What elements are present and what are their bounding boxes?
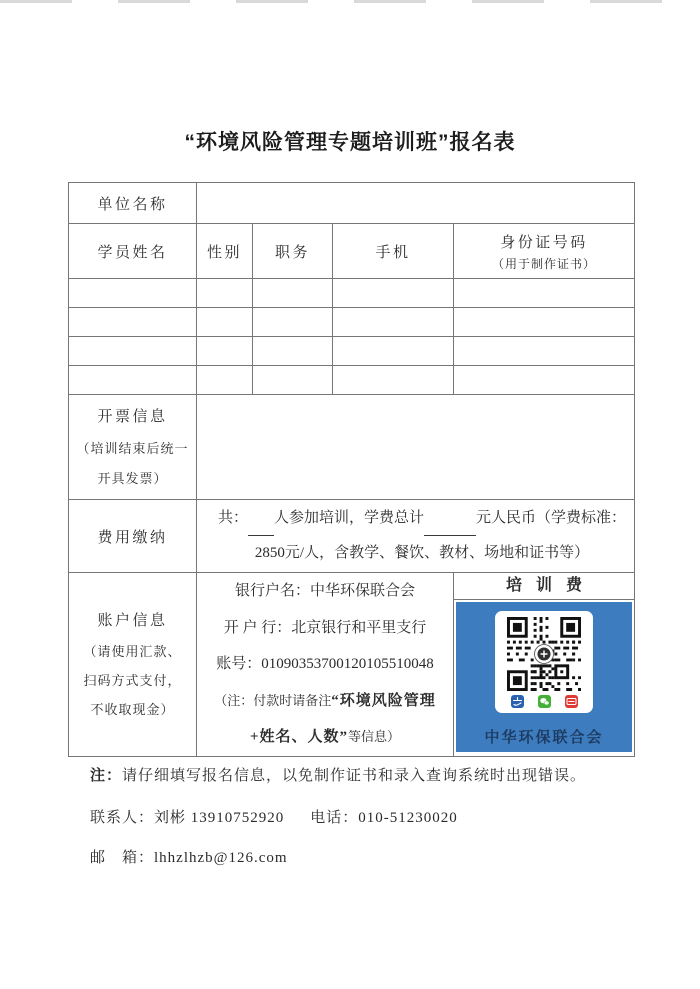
invoice-row	[69, 395, 635, 500]
id-number-note: （用于制作证书）	[491, 256, 596, 271]
unit-name-label: 单位名称	[69, 183, 197, 224]
student-cell	[454, 279, 635, 308]
bank-account-number: 01090353700120105510048	[261, 656, 434, 673]
invoice-note-line2: 开具发票）	[97, 471, 168, 486]
qr-org-name: 中华环保联合会	[484, 730, 604, 746]
col-header-name: 学员姓名	[69, 224, 197, 279]
student-cell	[253, 279, 333, 308]
unit-name-row	[69, 183, 635, 224]
payment-remark-line2	[197, 719, 453, 756]
fee-blank-count	[248, 520, 274, 536]
scan-artifact-line	[0, 0, 700, 3]
qr-blue-panel	[456, 602, 632, 752]
fee-row	[69, 500, 635, 573]
invoice-value-cell	[197, 395, 635, 500]
students-header-row	[69, 224, 635, 279]
training-fee-qr-cell	[454, 573, 635, 757]
student-cell	[454, 308, 635, 337]
payment-methods-row	[495, 695, 593, 708]
bank-info-cell	[197, 573, 454, 757]
account-note-line2: 扫码方式支付，	[83, 673, 182, 688]
student-cell	[197, 337, 253, 366]
registration-table	[68, 182, 635, 757]
student-cell	[454, 366, 635, 395]
footer-contact-line	[90, 806, 458, 827]
account-note-line1: （请使用汇款、	[83, 644, 182, 659]
account-label-cell	[69, 573, 197, 757]
student-row	[69, 366, 635, 395]
student-cell	[197, 279, 253, 308]
student-cell	[69, 279, 197, 308]
contact-phone: 电话：010-51230020	[310, 810, 458, 826]
payment-qr-code-icon	[507, 617, 581, 691]
training-fee-header: 培训费	[454, 573, 634, 600]
footer-note-label: 注：	[90, 768, 123, 784]
fee-line-2: 2850元/人，含教学、餐饮、教材、场地和证书等）	[254, 545, 590, 561]
footer-email-line	[90, 846, 288, 867]
student-cell	[333, 366, 454, 395]
account-note-line3: 不收取现金）	[90, 702, 175, 717]
student-row	[69, 337, 635, 366]
fee-seg3: 元人民币（学费标准：	[476, 510, 627, 526]
fee-seg2: 人参加培训，学费总计	[273, 510, 424, 526]
footer-note	[90, 764, 586, 785]
payment-remark-line1	[197, 683, 453, 720]
student-row	[69, 308, 635, 337]
invoice-note-line1: （培训结束后统一	[76, 441, 189, 456]
account-label: 账户信息	[97, 613, 168, 629]
bank-account-number-label: 账号：	[216, 656, 262, 673]
col-header-position: 职务	[253, 224, 333, 279]
student-cell	[253, 308, 333, 337]
alipay-icon	[511, 695, 524, 708]
fee-text-cell	[197, 500, 635, 573]
student-cell	[197, 366, 253, 395]
fee-line-1	[197, 501, 634, 536]
col-header-mobile: 手机	[333, 224, 454, 279]
fee-seg1: 共：	[217, 510, 248, 526]
student-cell	[69, 337, 197, 366]
student-cell	[454, 337, 635, 366]
remark-suffix: 等信息）	[348, 729, 401, 745]
bank-account-name: 银行户名：中华环保联合会	[234, 583, 415, 600]
qr-card	[495, 611, 593, 713]
student-cell	[69, 308, 197, 337]
unit-name-value-cell	[197, 183, 635, 224]
page-title: “环境风险管理专题培训班”报名表	[184, 131, 516, 154]
contact-email: 邮 箱：lhhzlhzb@126.com	[90, 850, 288, 866]
account-row	[69, 573, 635, 757]
bank-card-pay-icon	[565, 695, 578, 708]
remark-bold2: +姓名、人数”	[249, 729, 349, 746]
contact-person: 联系人：刘彬 13910752920	[90, 810, 285, 826]
invoice-label: 开票信息	[97, 409, 168, 425]
fee-label: 费用缴纳	[69, 500, 197, 573]
bank-account-number-line	[197, 646, 453, 683]
student-cell	[333, 337, 454, 366]
col-header-id-number	[454, 224, 635, 279]
student-cell	[333, 279, 454, 308]
student-cell	[69, 366, 197, 395]
remark-prefix: （注：付款时请备注	[214, 692, 332, 708]
col-header-gender: 性别	[197, 224, 253, 279]
invoice-label-cell	[69, 395, 197, 500]
student-cell	[253, 366, 333, 395]
wechat-pay-icon	[538, 695, 551, 708]
student-cell	[197, 308, 253, 337]
fee-blank-total	[424, 520, 476, 536]
student-cell	[333, 308, 454, 337]
id-number-label: 身份证号码	[500, 234, 588, 251]
student-cell	[253, 337, 333, 366]
footer-note-text: 请仔细填写报名信息，以免制作证书和录入查询系统时出现错误。	[122, 768, 587, 784]
remark-bold1: “环境风险管理	[331, 692, 436, 709]
student-row	[69, 279, 635, 308]
bank-branch: 开 户 行：北京银行和平里支行	[223, 619, 427, 636]
